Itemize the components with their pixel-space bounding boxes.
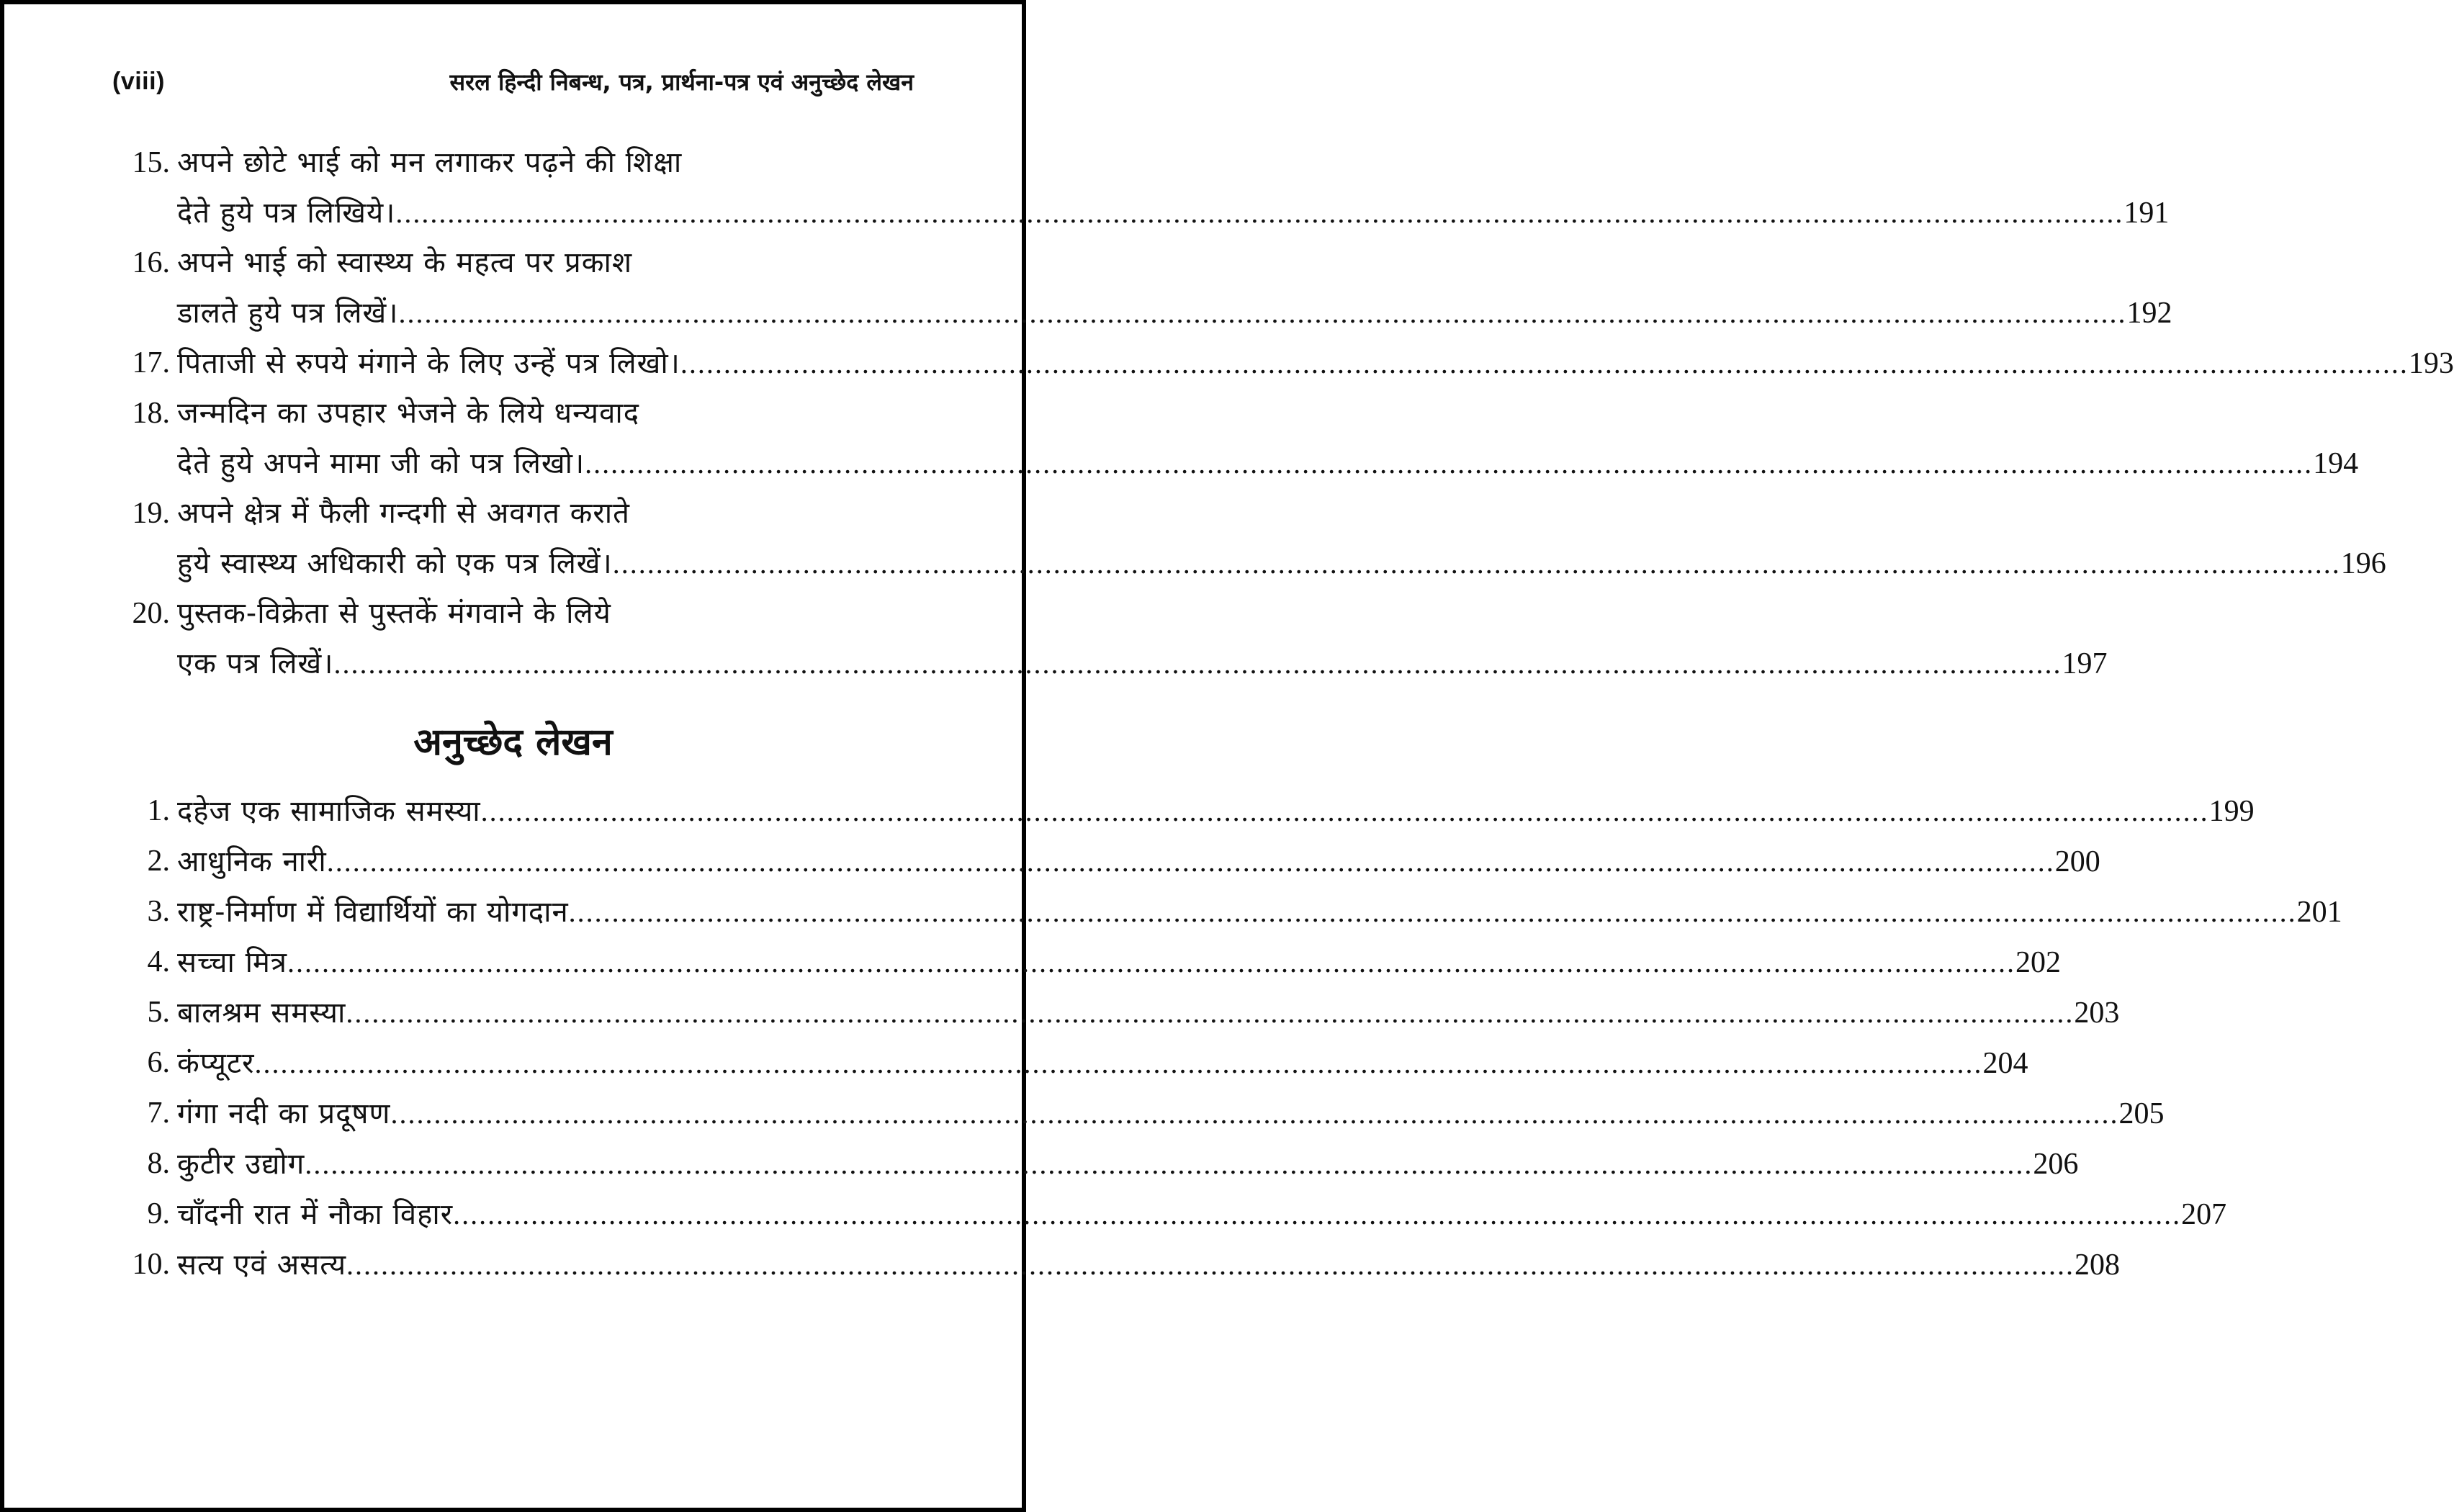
entry-title: दहेज एक सामाजिक समस्या [177,795,481,828]
entry-page: 199 [2208,795,2255,828]
entry-title: सच्चा मित्र [177,946,287,979]
toc-entry[interactable] [112,489,2386,589]
dot-leader: ........................................................................................................................................................................................................ [398,297,2127,329]
entry-number: 1. [147,794,170,827]
dot-leader: ........................................................................................................................................................................................................ [390,1097,2119,1130]
entry-page: 206 [2033,1148,2079,1181]
entry-title-line2: एक पत्र लिखें। [177,647,334,680]
dot-leader: ........................................................................................................................................................................................................ [395,197,2124,229]
toc-entry[interactable] [112,937,2061,988]
entry-page: 197 [2062,647,2108,680]
dot-leader: ........................................................................................................................................................................................................ [326,845,2055,878]
dot-leader: ........................................................................................................................................................................................................ [287,946,2015,978]
entry-title-line1: अपने छोटे भाई को मन लगाकर पढ़ने की शिक्षा [177,146,683,179]
toc-entry[interactable] [112,1089,2165,1139]
dot-leader: ........................................................................................................................................................................................................ [585,447,2314,480]
entry-title-line1: अपने क्षेत्र में फैली गन्दगी से अवगत कराते [177,497,630,530]
entry-number: 19. [132,497,170,530]
entry-number: 7. [147,1097,170,1130]
entry-number: 3. [147,895,170,928]
entry-title: गंगा नदी का प्रदूषण [177,1097,391,1130]
entry-title-line2: देते हुये अपने मामा जी को पत्र लिखो। [177,447,585,480]
dot-leader: ........................................................................................................................................................................................................ [333,647,2062,680]
entry-page: 192 [2126,297,2172,330]
letters-toc-list [112,138,2454,689]
dot-leader: ........................................................................................................................................................................................................ [680,347,2409,379]
entry-number: 8. [147,1147,170,1180]
entry-page: 201 [2296,896,2342,929]
entry-title-line2: हुये स्वास्थ्य अधिकारी को एक पत्र लिखें। [177,547,613,580]
entry-page: 194 [2313,447,2359,480]
entry-title-line1: अपने भाई को स्वास्थ्य के महत्व पर प्रकाश [177,246,633,279]
book-title: सरल हिन्दी निबन्ध, पत्र, प्रार्थना-पत्र एवं अनुच्छेद लेखन [449,68,914,96]
entry-title-line1: पुस्तक-विक्रेता से पुस्तकें मंगवाने के लिये [177,597,611,630]
paragraphs-toc-list [112,786,2342,1290]
entry-number: 15. [132,146,170,179]
entry-title: आधुनिक नारी [177,845,327,878]
toc-entry[interactable] [112,786,2255,837]
dot-leader: ........................................................................................................................................................................................................ [346,996,2075,1029]
entry-page: 208 [2075,1248,2121,1282]
entry-title: पिताजी से रुपये मंगाने के लिए उन्हें पत्र लिखो। [177,347,680,380]
entry-number: 10. [132,1248,170,1281]
entry-number: 16. [132,246,170,279]
toc-entry[interactable] [112,389,2359,489]
toc-entry[interactable] [112,338,2454,389]
entry-title: राष्ट्र-निर्माण में विद्यार्थियों का योगदान [177,896,569,929]
dot-leader: ........................................................................................................................................................................................................ [568,896,2297,928]
toc-entry[interactable] [112,887,2342,937]
entry-title-line1: जन्मदिन का उपहार भेजने के लिये धन्यवाद [177,397,639,430]
entry-page: 203 [2074,996,2120,1030]
entry-page: 205 [2118,1097,2165,1130]
entry-title: कंप्यूटर [177,1047,255,1080]
entry-title: कुटीर उद्योग [177,1148,305,1181]
entry-title-line2: डालते हुये पत्र लिखें। [177,297,399,330]
toc-entry[interactable] [112,1139,2079,1189]
page-header [112,63,914,99]
entry-page: 191 [2123,197,2170,230]
dot-leader: ........................................................................................................................................................................................................ [480,795,2209,827]
entry-number: 2. [147,845,170,878]
entry-number: 9. [147,1197,170,1230]
entry-number: 4. [147,945,170,978]
section-heading: अनुच्छेद लेखन [413,721,613,764]
entry-title: चाँदनी रात में नौका विहार [177,1198,454,1231]
entry-page: 200 [2054,845,2100,878]
entry-page: 202 [2015,946,2061,979]
entry-number: 18. [132,397,170,430]
dot-leader: ........................................................................................................................................................................................................ [612,547,2341,580]
entry-title: बालश्रम समस्या [177,996,346,1030]
entry-number: 6. [147,1046,170,1079]
dot-leader: ........................................................................................................................................................................................................ [254,1047,1983,1079]
toc-entry[interactable] [112,138,2170,238]
toc-entry[interactable] [112,1038,2028,1089]
toc-entry[interactable] [112,1189,2227,1240]
dot-leader: ........................................................................................................................................................................................................ [346,1248,2075,1281]
entry-number: 17. [132,346,170,379]
toc-entry[interactable] [112,837,2100,887]
entry-page: 207 [2181,1198,2227,1231]
entry-page: 196 [2340,547,2386,580]
entry-title-line2: देते हुये पत्र लिखिये। [177,197,396,230]
toc-entry[interactable] [112,988,2120,1038]
entry-number: 5. [147,996,170,1029]
entry-title: सत्य एवं असत्य [177,1248,347,1282]
toc-entry[interactable] [112,238,2172,338]
entry-page: 204 [1982,1047,2028,1080]
toc-entry[interactable] [112,1240,2121,1290]
dot-leader: ........................................................................................................................................................................................................ [453,1198,2182,1230]
dot-leader: ........................................................................................................................................................................................................ [305,1148,2033,1180]
entry-page: 193 [2408,347,2454,380]
toc-entry[interactable] [112,589,2108,689]
page-number: (viii) [112,67,165,95]
entry-number: 20. [132,597,170,630]
